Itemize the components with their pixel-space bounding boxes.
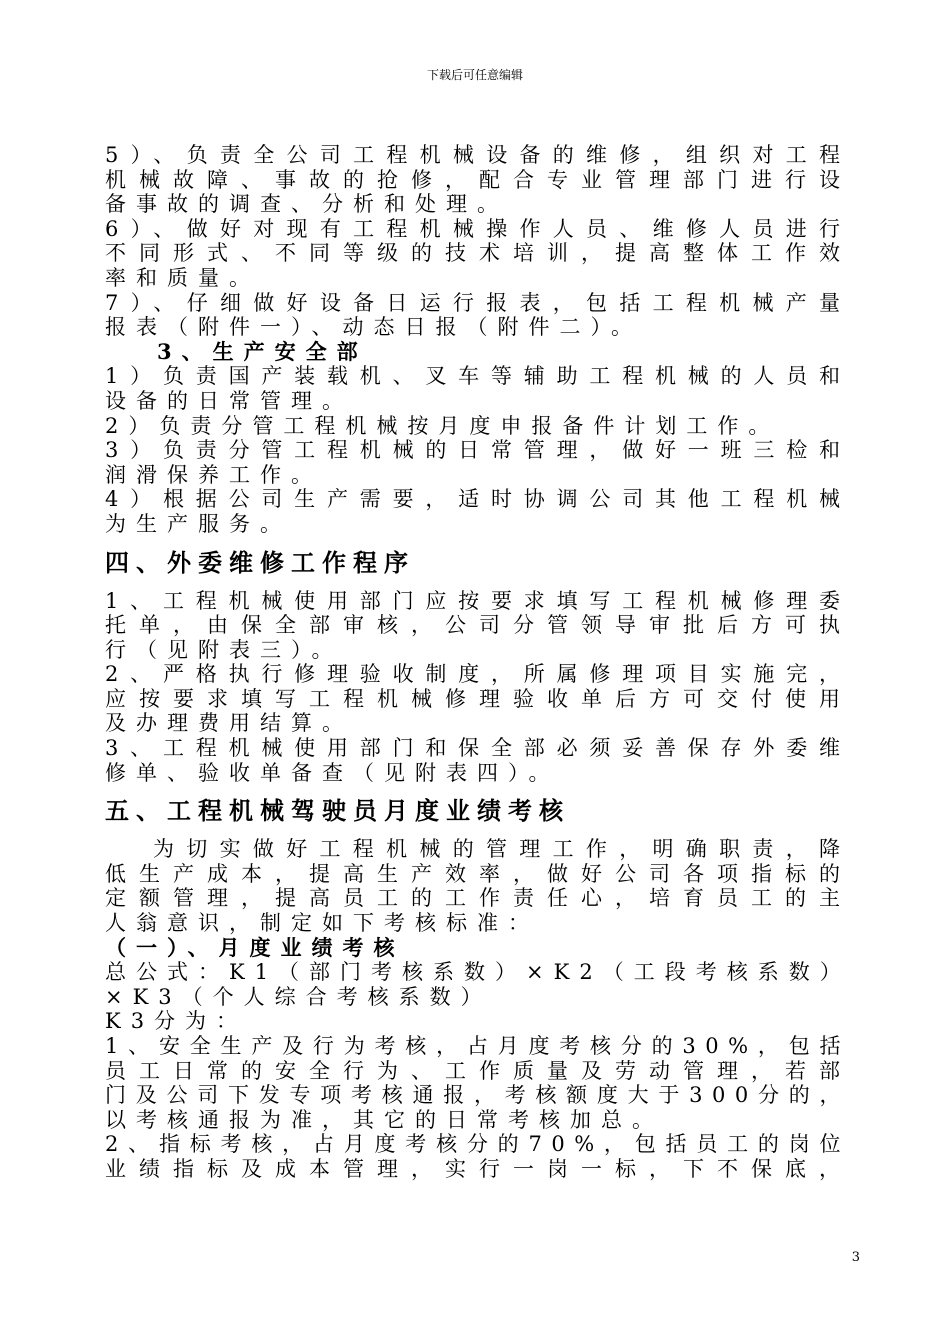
block-production-safety (105, 364, 850, 536)
text-line: 为切实做好工程机械的管理工作，明确职责，降 (153, 837, 850, 862)
text-line: 定额管理，提高员工的工作责任心，培育员工的主 (105, 886, 850, 911)
text-line: 备事故的调查、分析和处理。 (105, 192, 508, 217)
text-line: 5）、负责全公司工程机械设备的维修，组织对工程 (105, 143, 850, 167)
text-line: 3）负责分管工程机械的日常管理，做好一班三检和 (105, 438, 850, 463)
text-line: 总公式：K1（部门考核系数）×K2（工段考核系数） (105, 960, 851, 985)
subheading-production-safety: 3、生产安全部 (157, 338, 368, 364)
text-line: 3、工程机械使用部门和保全部必须妥善保存外委维 (105, 736, 850, 761)
text-line: 机械故障、事故的抢修，配合专业管理部门进行设 (105, 167, 850, 192)
text-line: 6）、做好对现有工程机械操作人员、维修人员进行 (105, 216, 850, 241)
page-number: 3 (851, 1250, 860, 1265)
text-line: 2）负责分管工程机械按月度申报备件计划工作。 (105, 413, 780, 438)
text-line: 修单、验收单备查（见附表四）。 (105, 760, 560, 785)
text-line: 4）根据公司生产需要，适时协调公司其他工程机械 (105, 487, 850, 512)
block-maintenance-duties (105, 143, 850, 340)
block-assessment-formula (105, 960, 850, 1181)
text-line: 低生产成本，提高生产效率，做好公司各项指标的 (105, 861, 850, 886)
section-heading-outsourced-repair: 四、外委维修工作程序 (105, 548, 415, 577)
page-header: 下载后可任意编辑 (426, 68, 523, 82)
text-line: 1、工程机械使用部门应按要求填写工程机械修理委 (105, 588, 850, 613)
block-assessment-intro (105, 837, 850, 935)
text-line: 设备的日常管理。 (105, 388, 353, 413)
text-line: 7）、仔细做好设备日运行报表，包括工程机械产量 (105, 290, 850, 315)
block-outsourced-repair (105, 589, 850, 786)
text-line: 润滑保养工作。 (105, 462, 322, 487)
text-line: 2、严格执行修理验收制度，所属修理项目实施完， (105, 662, 850, 687)
text-line: 1、安全生产及行为考核，占月度考核分的30%，包括 (105, 1034, 850, 1058)
text-line: 业绩指标及成本管理，实行一岗一标，下不保底， (105, 1156, 850, 1181)
text-line: 2、指标考核，占月度考核分的70%，包括员工的岗位 (105, 1132, 850, 1157)
body-text (105, 143, 850, 1182)
text-line: 应按要求填写工程机械修理验收单后方可交付使用 (105, 686, 850, 711)
text-line: 人翁意识，制定如下考核标准： (105, 911, 539, 936)
text-line: 行（见附表三）。 (105, 637, 343, 662)
text-line: 率和质量。 (105, 265, 260, 290)
text-line: ×K3（个人综合考核系数） (105, 984, 492, 1009)
text-line: 为生产服务。 (105, 511, 291, 536)
text-line: 报表（附件一）、动态日报（附件二）。 (105, 315, 642, 340)
text-line: 及办理费用结算。 (105, 711, 353, 736)
text-line: K3分为： (105, 1009, 248, 1034)
text-line: 门及公司下发专项考核通报，考核额度大于300分的， (105, 1083, 850, 1108)
subheading-monthly-performance: （一）、月度业绩考核 (105, 934, 405, 960)
text-line: 1）负责国产装载机、叉车等辅助工程机械的人员和 (105, 364, 850, 389)
text-line: 托单，由保全部审核，公司分管领导审批后方可执 (105, 613, 850, 638)
text-line: 以考核通报为准，其它的日常考核加总。 (105, 1107, 663, 1132)
section-heading-monthly-assessment: 五、工程机械驾驶员月度业绩考核 (105, 797, 570, 826)
text-line: 员工日常的安全行为、工作质量及劳动管理，若部 (105, 1058, 850, 1083)
text-line: 不同形式、不同等级的技术培训，提高整体工作效 (105, 241, 850, 266)
